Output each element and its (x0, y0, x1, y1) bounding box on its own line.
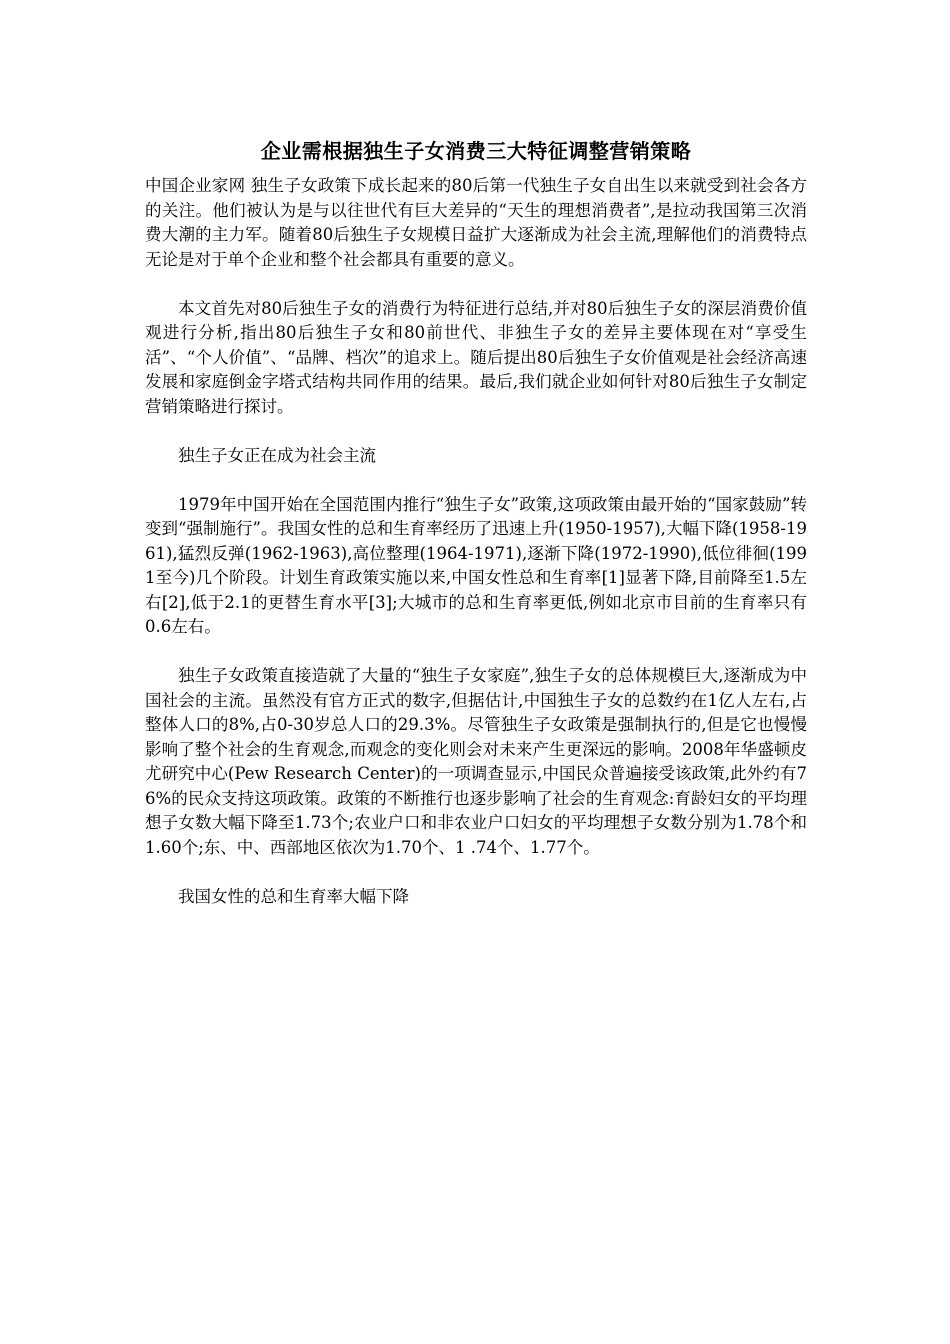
paragraph-spacer (145, 640, 807, 665)
paragraph-spacer (145, 419, 807, 444)
policy-history-paragraph: 1979年中国开始在全国范围内推行“独生子女”政策,这项政策由最开始的“国家鼓励”转变到“强制施行”。我国女性的总和生育率经历了迅速上升(1950-1957),大幅下降(1958-1961),猛烈反弹(1962-1963),高位整理(1964-1971),逐渐下降(1972-1990),低位徘徊(1991至今)几个阶段。计划生育政策实施以来,中国女性总和生育率[1]显著下降,目前降至1.5左右[2],低于2.1的更替生育水平[3];大城市的总和生育率更低,例如北京市目前的生育率只有0.6左右。 (145, 494, 807, 636)
section-heading-fertility: 我国女性的总和生育率大幅下降 (178, 886, 409, 906)
document-body (145, 136, 807, 909)
article-title: 企业需根据独生子女消费三大特征调整营销策略 (260, 139, 692, 163)
paragraph-spacer (145, 860, 807, 885)
intro-paragraph: 中国企业家网 独生子女政策下成长起来的80后第一代独生子女自出生以来就受到社会各方的关注。他们被认为是与以往世代有巨大差异的“天生的理想消费者”,是拉动我国第三次消费大潮的主力军。随着80后独生子女规模日益扩大逐渐成为社会主流,理解他们的消费特点无论是对于单个企业和整个社会都具有重要的意义。 (145, 176, 807, 269)
population-scale-paragraph: 独生子女政策直接造就了大量的“独生子女家庭”,独生子女的总体规模巨大,逐渐成为中国社会的主流。虽然没有官方正式的数字,但据估计,中国独生子女的总数约在1亿人左右,占整体人口的8%,占0-30岁总人口的29.3%。尽管独生子女政策是强制执行的,但是它也慢慢影响了整个社会的生育观念,而观念的变化则会对未来产生更深远的影响。2008年华盛顿皮尤研究中心(Pew Research Center)的一项调查显示,中国民众普遍接受该政策,此外约有76%的民众支持这项政策。政策的不断推行也逐步影响了社会的生育观念:育龄妇女的平均理想子女数大幅下降至1.73个;农业户口和非农业户口妇女的平均理想子女数分别为1.78个和1.60个;东、中、西部地区依次为1.70个、1 .74个、1.77个。 (145, 666, 807, 857)
paragraph-spacer (145, 468, 807, 493)
paragraph-spacer (145, 272, 807, 297)
section-heading-mainstream: 独生子女正在成为社会主流 (178, 445, 376, 465)
summary-paragraph: 本文首先对80后独生子女的消费行为特征进行总结,并对80后独生子女的深层消费价值观进行分析,指出80后独生子女和80前世代、非独生子女的差异主要体现在对“享受生活”、“个人价值”、“品牌、档次”的追求上。随后提出80后独生子女价值观是社会经济高速发展和家庭倒金字塔式结构共同作用的结果。最后,我们就企业如何针对80后独生子女制定营销策略进行探讨。 (145, 298, 807, 416)
